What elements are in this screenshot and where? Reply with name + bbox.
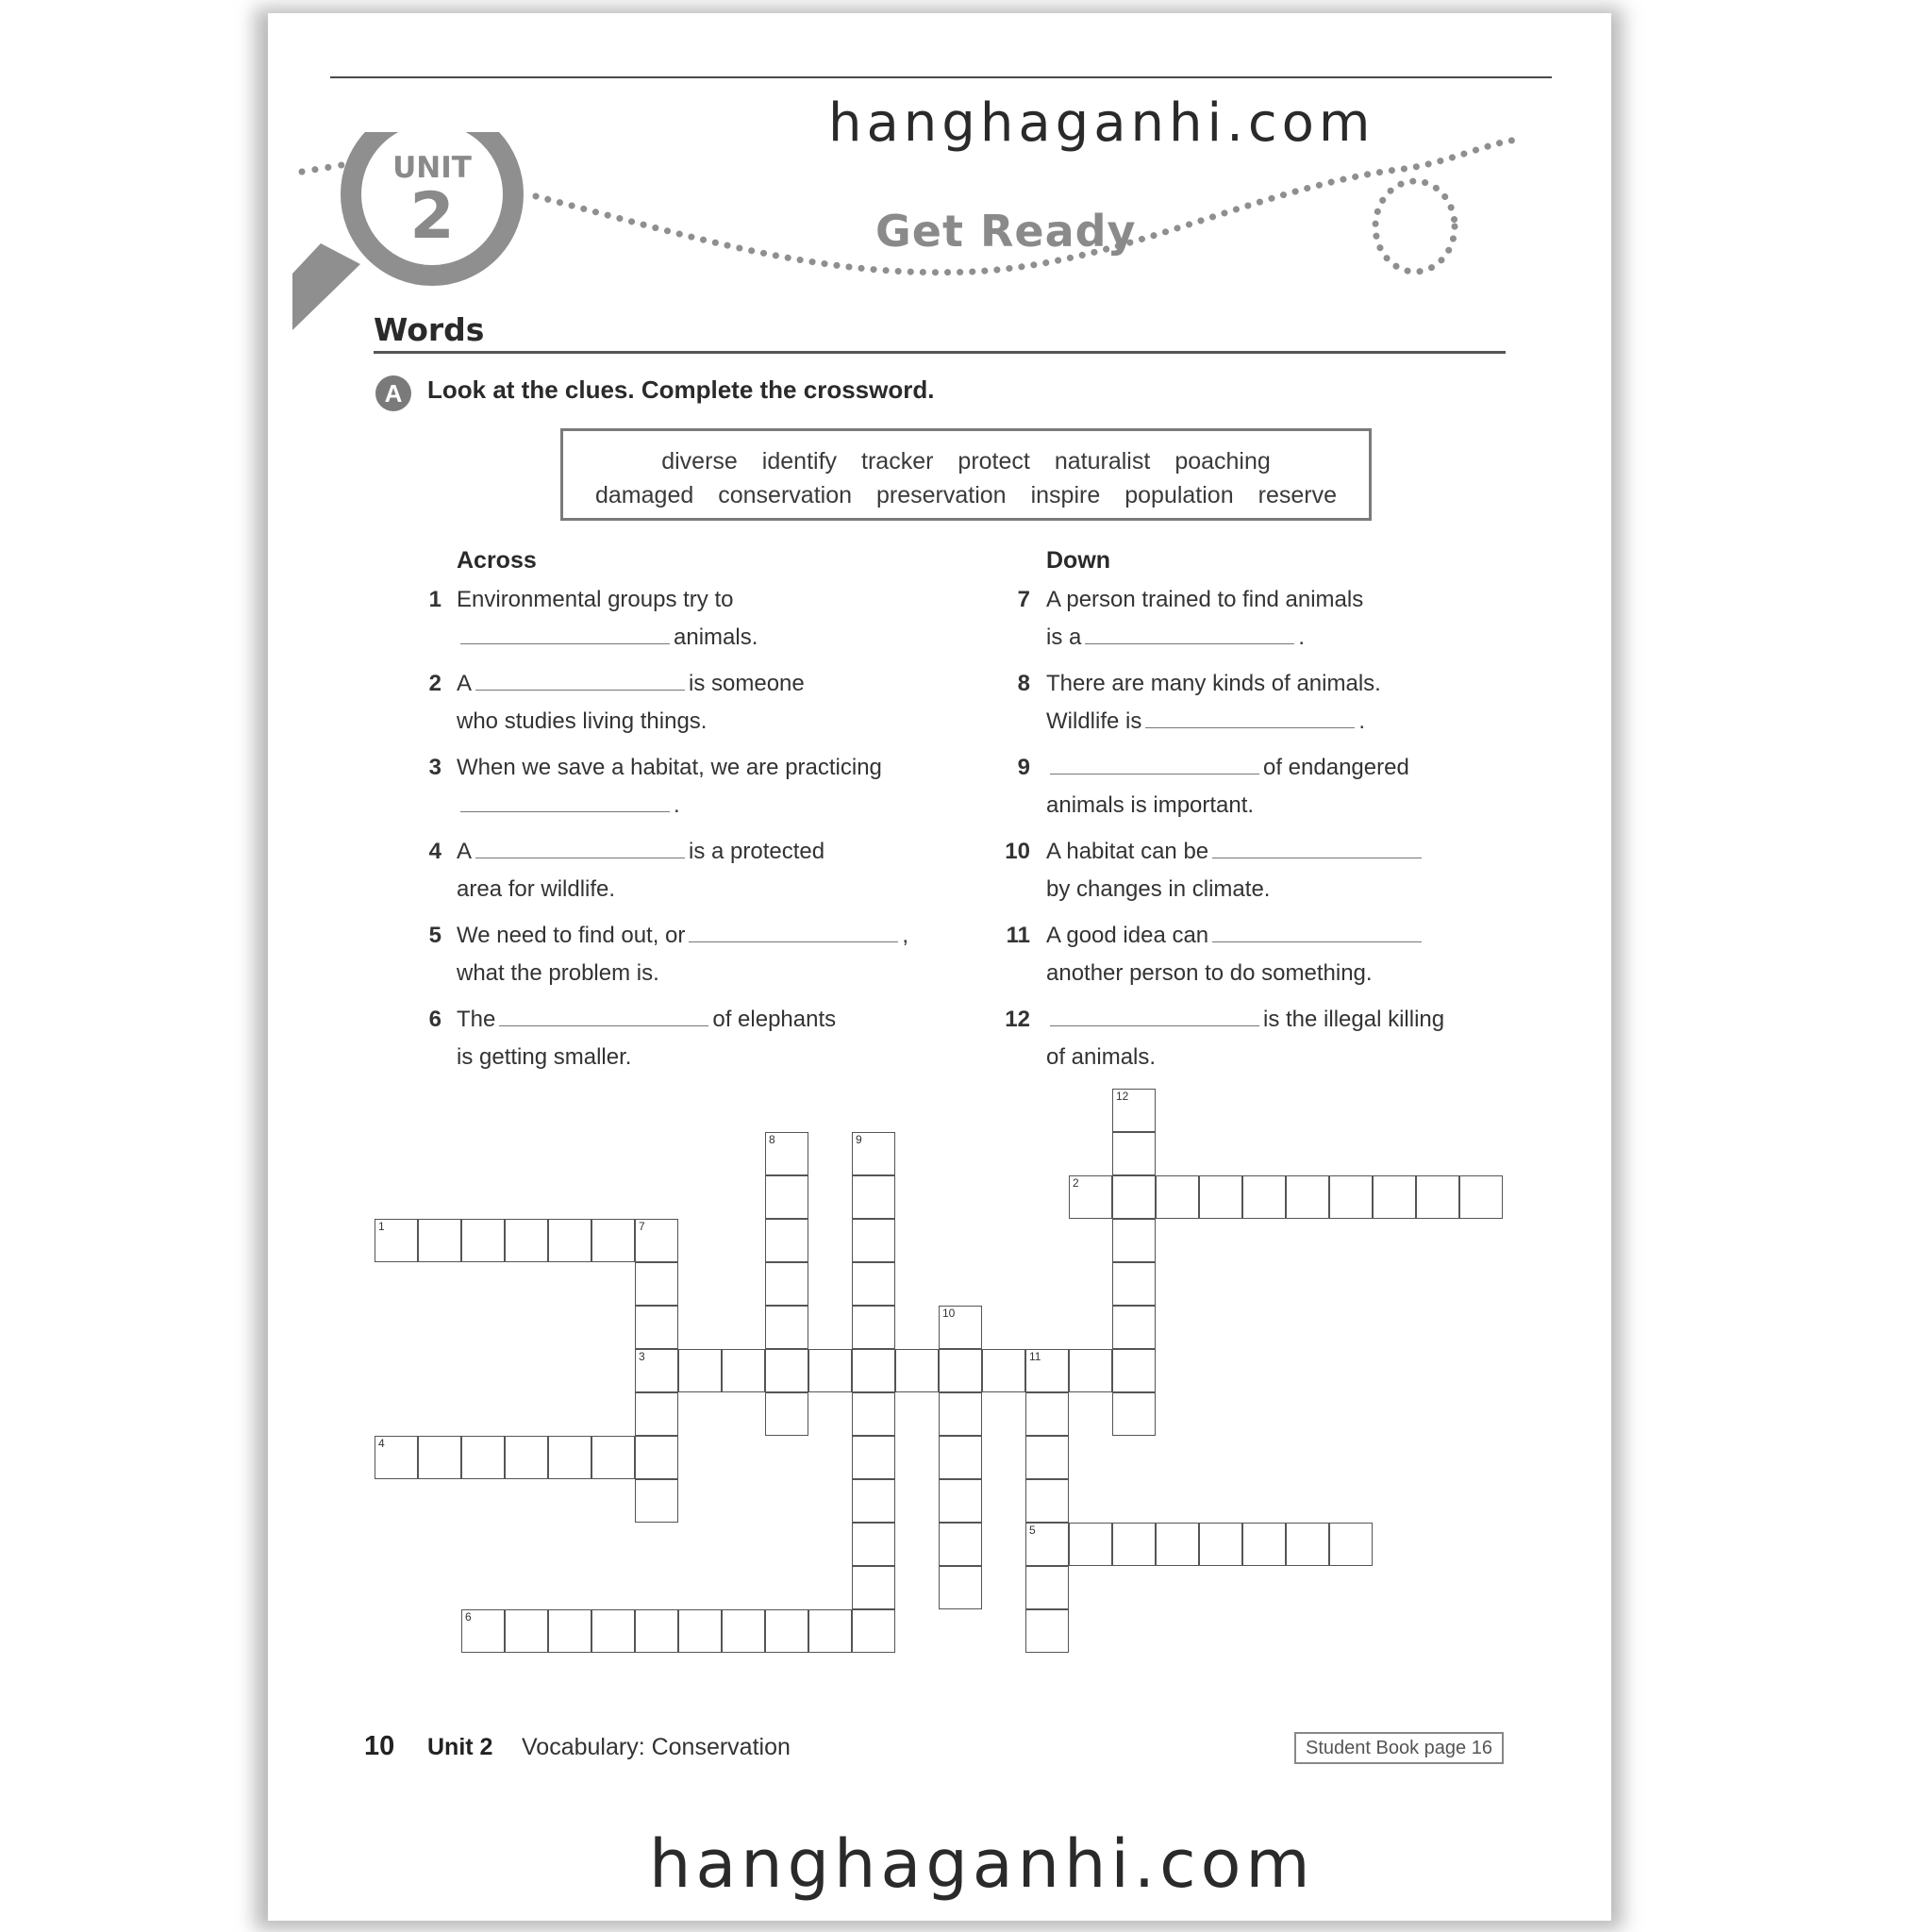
clue-number: 8 (1017, 671, 1030, 696)
word-bank-item: identify (761, 448, 838, 475)
crossword-cell[interactable] (461, 1609, 505, 1653)
crossword-cell[interactable] (939, 1523, 982, 1566)
word-bank-row-1 (563, 448, 1369, 475)
crossword-cell[interactable] (765, 1349, 808, 1392)
crossword-cell[interactable] (591, 1219, 635, 1262)
clue-text: We need to find out, or (457, 923, 686, 948)
unit-number: 2 (409, 179, 455, 254)
clue-line (457, 619, 758, 657)
clue-number: 11 (1006, 923, 1030, 948)
clue-line (457, 833, 824, 871)
clue-number: 12 (1005, 1007, 1030, 1032)
cell-clue-number: 3 (639, 1350, 645, 1363)
crossword-cell[interactable] (765, 1392, 808, 1436)
dotted-path-left (302, 164, 347, 172)
cell-clue-number: 12 (1116, 1090, 1129, 1103)
clue-line (457, 955, 659, 992)
crossword-cell[interactable] (548, 1219, 591, 1262)
cell-clue-number: 2 (1073, 1176, 1079, 1190)
clue-text: is a (1046, 625, 1082, 650)
crossword-cell[interactable] (1025, 1436, 1069, 1479)
answer-blank[interactable] (499, 1005, 708, 1026)
clue-number: 5 (428, 923, 441, 948)
crossword-cell[interactable] (852, 1175, 895, 1219)
crossword-cell[interactable] (1112, 1132, 1156, 1175)
clue-text: A habitat can be (1046, 839, 1209, 864)
dotted-loop (1375, 181, 1455, 272)
crossword-cell[interactable] (939, 1392, 982, 1436)
clue-text: . (1358, 708, 1366, 734)
clue-line (1046, 581, 1363, 619)
clue-line (457, 749, 882, 787)
clue-text: is a protected (689, 839, 825, 864)
answer-blank[interactable] (1212, 921, 1422, 942)
crossword-cell[interactable] (939, 1566, 982, 1609)
crossword-cell[interactable] (1112, 1089, 1156, 1132)
crossword-cell[interactable] (678, 1349, 722, 1392)
clue-line (1046, 917, 1425, 955)
crossword-cell[interactable] (765, 1132, 808, 1175)
crossword-cell[interactable] (852, 1523, 895, 1566)
cell-clue-number: 1 (378, 1220, 385, 1233)
cell-clue-number: 5 (1029, 1524, 1036, 1537)
clue-text: . (1298, 625, 1306, 650)
crossword-cell[interactable] (1156, 1175, 1199, 1219)
clue-number: 6 (428, 1007, 441, 1032)
clue-text: animals is important. (1046, 792, 1255, 818)
crossword-cell[interactable] (1112, 1175, 1156, 1219)
crossword-cell[interactable] (852, 1566, 895, 1609)
clue-line (1046, 1001, 1444, 1039)
crossword-cell[interactable] (418, 1436, 461, 1479)
clue-text: A person trained to find animals (1046, 587, 1364, 612)
down-heading: Down (1046, 547, 1111, 574)
crossword-cell[interactable] (1112, 1219, 1156, 1262)
clue-text: another person to do something. (1046, 960, 1373, 986)
word-bank-item: population (1124, 482, 1234, 508)
word-bank-row-2 (563, 482, 1369, 509)
clue-line (457, 581, 733, 619)
answer-blank[interactable] (1212, 837, 1422, 858)
page-title: Get Ready (875, 206, 1137, 257)
crossword-cell[interactable] (635, 1392, 678, 1436)
clue-line (1046, 749, 1409, 787)
crossword-cell[interactable] (1416, 1175, 1459, 1219)
cell-clue-number: 9 (856, 1133, 862, 1146)
clue-line (1046, 955, 1373, 992)
clue-text: A good idea can (1046, 923, 1209, 948)
crossword-cell[interactable] (939, 1436, 982, 1479)
crossword-cell[interactable] (591, 1436, 635, 1479)
clue-text: The (457, 1007, 496, 1032)
crossword-cell[interactable] (765, 1262, 808, 1306)
clue-line (1046, 1039, 1156, 1076)
clue-number: 9 (1017, 755, 1030, 780)
crossword-cell[interactable] (852, 1479, 895, 1523)
crossword-cell[interactable] (1242, 1523, 1286, 1566)
crossword-cell[interactable] (722, 1349, 765, 1392)
crossword-cell[interactable] (1286, 1175, 1329, 1219)
clue-text: . (674, 792, 680, 818)
crossword-cell[interactable] (852, 1609, 895, 1653)
cell-clue-number: 6 (465, 1610, 472, 1624)
clue-text: , (902, 923, 909, 948)
clue-text: by changes in climate. (1046, 876, 1271, 902)
word-bank-item: naturalist (1054, 448, 1151, 475)
crossword-cell[interactable] (678, 1609, 722, 1653)
crossword-cell[interactable] (1112, 1523, 1156, 1566)
word-bank-item: conservation (718, 482, 852, 508)
word-bank-item: poaching (1174, 448, 1271, 475)
crossword-cell[interactable] (722, 1609, 765, 1653)
answer-blank[interactable] (1050, 753, 1259, 774)
crossword-cell[interactable] (461, 1219, 505, 1262)
crossword-cell[interactable] (418, 1219, 461, 1262)
crossword-cell[interactable] (852, 1392, 895, 1436)
clue-line (1046, 703, 1365, 741)
crossword-cell[interactable] (1025, 1392, 1069, 1436)
crossword-cell[interactable] (548, 1436, 591, 1479)
clue-number: 2 (428, 671, 441, 696)
crossword-cell[interactable] (1199, 1523, 1242, 1566)
clue-text: There are many kinds of animals. (1046, 671, 1381, 696)
answer-blank[interactable] (1085, 623, 1294, 644)
crossword-cell[interactable] (852, 1306, 895, 1349)
exercise-badge: A (375, 375, 411, 411)
crossword-cell[interactable] (635, 1219, 678, 1262)
clue-text: is someone (689, 671, 805, 696)
answer-blank[interactable] (460, 623, 670, 644)
clue-text: who studies living things. (457, 708, 708, 734)
word-bank-item: diverse (661, 448, 738, 475)
crossword-cell[interactable] (852, 1219, 895, 1262)
crossword-cell[interactable] (1112, 1262, 1156, 1306)
clue-line (1046, 665, 1381, 703)
clue-text: is getting smaller. (457, 1044, 632, 1070)
crossword-cell[interactable] (1025, 1609, 1069, 1653)
crossword-cell[interactable] (765, 1175, 808, 1219)
student-book-reference: Student Book page 16 (1294, 1732, 1504, 1764)
clue-text: of animals. (1046, 1044, 1157, 1070)
answer-blank[interactable] (689, 921, 898, 942)
watermark-top: hanghaganhi.com (828, 92, 1375, 154)
cell-clue-number: 4 (378, 1437, 385, 1450)
crossword-cell[interactable] (1025, 1566, 1069, 1609)
clue-text: Environmental groups try to (457, 587, 734, 612)
clue-number: 3 (428, 755, 441, 780)
crossword-cell[interactable] (505, 1436, 548, 1479)
footer-topic: Vocabulary: Conservation (522, 1734, 791, 1760)
word-bank (560, 428, 1372, 521)
cell-clue-number: 7 (639, 1220, 645, 1233)
crossword-cell[interactable] (1025, 1349, 1069, 1392)
crossword-cell[interactable] (982, 1349, 1025, 1392)
clue-number: 4 (428, 839, 441, 864)
crossword-cell[interactable] (375, 1436, 418, 1479)
section-heading: Words (374, 311, 485, 348)
crossword-cell[interactable] (939, 1479, 982, 1523)
crossword-cell[interactable] (591, 1609, 635, 1653)
word-bank-item: inspire (1030, 482, 1101, 508)
clue-number: 10 (1005, 839, 1030, 864)
crossword-cell[interactable] (635, 1262, 678, 1306)
crossword-cell[interactable] (1025, 1479, 1069, 1523)
clue-line (1046, 833, 1425, 871)
footer-unit: Unit 2 (427, 1734, 493, 1760)
instruction: Look at the clues. Complete the crossword. (427, 375, 935, 404)
crossword-cell[interactable] (635, 1436, 678, 1479)
crossword-cell[interactable] (1156, 1523, 1199, 1566)
answer-blank[interactable] (1145, 707, 1355, 728)
crossword-cell[interactable] (1069, 1349, 1112, 1392)
word-bank-item: preservation (876, 482, 1007, 508)
clue-line (1046, 871, 1270, 908)
crossword-cell[interactable] (548, 1609, 591, 1653)
clue-line (457, 871, 615, 908)
clue-text: of endangered (1263, 755, 1409, 780)
clue-number: 1 (428, 587, 441, 612)
answer-blank[interactable] (475, 669, 685, 691)
crossword-cell[interactable] (765, 1306, 808, 1349)
across-heading: Across (457, 547, 537, 574)
page-number: 10 (364, 1731, 395, 1761)
clue-line (457, 703, 707, 741)
crossword-cell[interactable] (852, 1349, 895, 1392)
section-rule (374, 351, 1506, 354)
crossword-cell[interactable] (1069, 1523, 1112, 1566)
clue-line (457, 1039, 631, 1076)
crossword-cell[interactable] (635, 1306, 678, 1349)
crossword-cell[interactable] (635, 1609, 678, 1653)
crossword-cell[interactable] (1112, 1349, 1156, 1392)
clue-text: is the illegal killing (1263, 1007, 1445, 1032)
unit-label: UNIT (392, 151, 472, 185)
clue-line (1046, 787, 1254, 824)
crossword-cell[interactable] (852, 1262, 895, 1306)
clue-number: 7 (1017, 587, 1030, 612)
watermark-bottom: hanghaganhi.com (649, 1825, 1315, 1903)
clue-text: what the problem is. (457, 960, 659, 986)
clue-line (457, 665, 805, 703)
crossword-cell[interactable] (1286, 1523, 1329, 1566)
crossword-cell[interactable] (1329, 1175, 1373, 1219)
crossword-cell[interactable] (895, 1349, 939, 1392)
crossword-cell[interactable] (635, 1479, 678, 1523)
answer-blank[interactable] (460, 791, 670, 812)
crossword-cell[interactable] (505, 1609, 548, 1653)
crossword-cell[interactable] (765, 1609, 808, 1653)
crossword-cell[interactable] (765, 1219, 808, 1262)
crossword-cell[interactable] (852, 1436, 895, 1479)
crossword-cell[interactable] (505, 1219, 548, 1262)
crossword-cell[interactable] (1069, 1175, 1112, 1219)
clue-line (457, 1001, 836, 1039)
word-bank-item: reserve (1257, 482, 1337, 508)
crossword-cell[interactable] (375, 1219, 418, 1262)
cell-clue-number: 10 (942, 1307, 956, 1320)
crossword-cell[interactable] (1112, 1306, 1156, 1349)
clue-text: When we save a habitat, we are practicing (457, 755, 882, 780)
crossword-cell[interactable] (461, 1436, 505, 1479)
top-rule (330, 76, 1552, 78)
crossword-cell[interactable] (939, 1349, 982, 1392)
clue-text: area for wildlife. (457, 876, 616, 902)
word-bank-item: tracker (861, 448, 934, 475)
word-bank-item: protect (958, 448, 1030, 475)
clue-line (457, 787, 680, 824)
crossword-cell[interactable] (1025, 1523, 1069, 1566)
cell-clue-number: 8 (769, 1133, 775, 1146)
crossword-cell[interactable] (852, 1132, 895, 1175)
crossword-cell[interactable] (1242, 1175, 1286, 1219)
word-bank-item: damaged (595, 482, 694, 508)
crossword-cell[interactable] (808, 1349, 852, 1392)
clue-text: of elephants (712, 1007, 837, 1032)
crossword-cell[interactable] (808, 1609, 852, 1653)
crossword-cell[interactable] (939, 1306, 982, 1349)
clue-text: A (457, 839, 473, 864)
crossword-cell[interactable] (1459, 1175, 1503, 1219)
cell-clue-number: 11 (1029, 1350, 1041, 1363)
clue-text: animals. (674, 625, 758, 650)
crossword-cell[interactable] (1112, 1392, 1156, 1436)
crossword-cell[interactable] (1199, 1175, 1242, 1219)
clue-line (457, 917, 908, 955)
clue-text: A (457, 671, 473, 696)
clue-line (1046, 619, 1305, 657)
answer-blank[interactable] (1050, 1005, 1259, 1026)
crossword-cell[interactable] (1373, 1175, 1416, 1219)
crossword-cell[interactable] (635, 1349, 678, 1392)
crossword-cell[interactable] (1329, 1523, 1373, 1566)
clue-text: Wildlife is (1046, 708, 1142, 734)
answer-blank[interactable] (475, 837, 685, 858)
